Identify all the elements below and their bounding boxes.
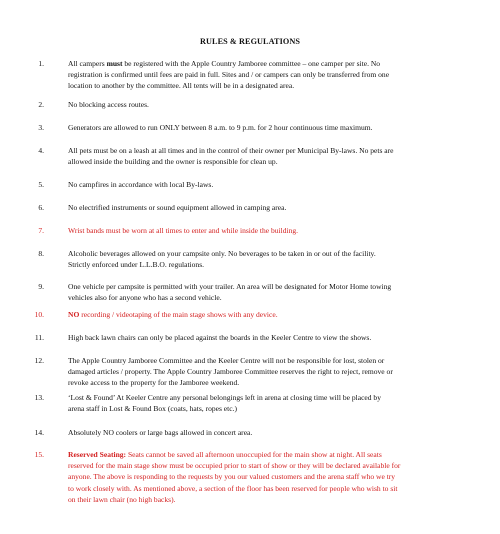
rule-text [68,202,480,213]
rule-segment: damaged articles / property. The Apple Country Jamboree Committee reserves the right to reject, remove or [68,367,393,377]
rule-segment: revoke access to the property for the Jamboree weekend. [68,378,240,388]
rule-segment: The Apple Country Jamboree Committee and the Keeler Centre will not be responsible for lost, stolen or [68,356,385,365]
rule-segment: anyone. The above is responding to the requests by you our valued customers and the arena staff who we try [68,472,396,482]
rule-number: 2. [38,100,44,109]
rule-line [68,494,480,505]
rule-emphasis: must [106,59,123,68]
rule-line [68,69,480,80]
rule-number: 1. [38,59,44,68]
rule-line [68,145,480,156]
rule-line [68,309,480,320]
rule-segment: allowed inside the building and the owner is responsible for clean up. [68,157,278,167]
rule-line [68,449,480,460]
rule-text [68,58,480,92]
rule-line [68,122,480,133]
rule-number: 3. [38,123,44,132]
rule-line [68,427,480,438]
rule-segment: recording / videotaping of the main stage shows with any device. [79,310,278,319]
rule-segment: No electrified instruments or sound equipment allowed in camping area. [68,203,287,212]
rule-segment: One vehicle per campsite is permitted with your trailer. An area will be designated for Motor Home towing [68,282,392,291]
rule-line [68,392,480,403]
rule-number: 10. [34,310,44,319]
rule-segment: No campfires in accordance with local By-laws. [68,180,214,189]
rule-line [68,355,480,366]
rule-segment: location to another by the committee. All tents will be in a designated area. [68,81,295,91]
rule-line [68,259,480,270]
page-title: RULES & REGULATIONS [199,37,301,46]
rule-number: 6. [38,203,44,212]
rule-line [68,403,480,414]
rule-segment: High back lawn chairs can only be placed against the boards in the Keeler Centre to view the shows. [68,333,372,342]
rule-segment: vehicles also for anyone who has a second vehicle. [68,293,222,303]
rule-text [68,392,480,414]
rule-text [68,309,480,320]
rule-segment: be registered with the Apple Country Jamboree committee – one camper per site. No [122,59,381,68]
rule-text [68,225,480,236]
rule-segment: Alcoholic beverages allowed on your campsite only. No beverages to be taken in or out of the facility. [68,249,376,258]
rule-segment: Wrist bands must be worn at all times to enter and while inside the building. [68,226,299,235]
rule-line [68,248,480,259]
rule-number: 7. [38,226,44,235]
rule-line [68,281,480,292]
rule-emphasis: NO [68,310,80,319]
rule-line [68,156,480,167]
rule-segment: on their lawn chair (no high backs). [68,494,176,504]
rule-number: 11. [34,333,44,342]
rule-segment: Absolutely NO coolers or large bags allowed in concert area. [68,428,253,437]
rule-line [68,292,480,303]
rule-text [68,122,480,133]
rule-segment: Generators are allowed to run ONLY between 8 a.m. to 9 p.m. for 2 hour continuous time maximum. [68,123,373,132]
rule-number: 15. [34,450,44,459]
rule-number: 8. [38,249,44,258]
rule-line [68,58,480,69]
rule-segment: ‘Lost & Found’ At Keeler Centre any personal belongings left in arena at closing time will be placed by [68,393,381,402]
rule-text [68,449,480,505]
rule-text [68,145,480,167]
rule-line [68,377,480,388]
rule-text [68,179,480,190]
rule-segment: to work closely with. As mentioned above, a section of the floor has been reserved for people who wish to sit [68,483,398,493]
rule-number: 5. [38,180,44,189]
rule-line [68,483,480,494]
rule-segment: All pets must be on a leash at all times and in the control of their owner per Municipal By-laws. No pets are [68,146,394,155]
rule-line [68,179,480,190]
rule-number: 14. [34,428,44,437]
rule-text [68,355,480,389]
rule-text [68,332,480,343]
rule-segment: reserved for the main stage show must be occupied prior to start of show or they will be declared available for [68,461,401,471]
rule-line [68,99,480,110]
rule-segment: registration is confirmed until fees are paid in full. Sites and / or campers can only be transferred from one [68,70,390,80]
rule-text [68,427,480,438]
rule-line [68,471,480,482]
rule-text [68,99,480,110]
rule-line [68,225,480,236]
rule-number: 13. [34,393,44,402]
rule-segment: arena staff in Lost & Found Box (coats, hats, ropes etc.) [68,404,237,414]
rule-line [68,460,480,471]
rule-segment: No blocking access routes. [68,100,149,109]
rule-segment: All campers [68,59,107,68]
rule-segment: Seats cannot be saved all afternoon unoccupied for the main show at night. All seats [126,450,382,459]
rule-text [68,248,480,270]
rule-line [68,366,480,377]
rule-number: 4. [38,146,44,155]
rule-emphasis: Reserved Seating: [68,450,127,459]
rule-line [68,202,480,213]
rule-line [68,332,480,343]
rule-number: 9. [38,282,44,291]
rule-text [68,281,480,303]
rule-segment: Strictly enforced under L.L.B.O. regulations. [68,260,205,270]
rule-line [68,80,480,91]
rule-number: 12. [34,356,44,365]
